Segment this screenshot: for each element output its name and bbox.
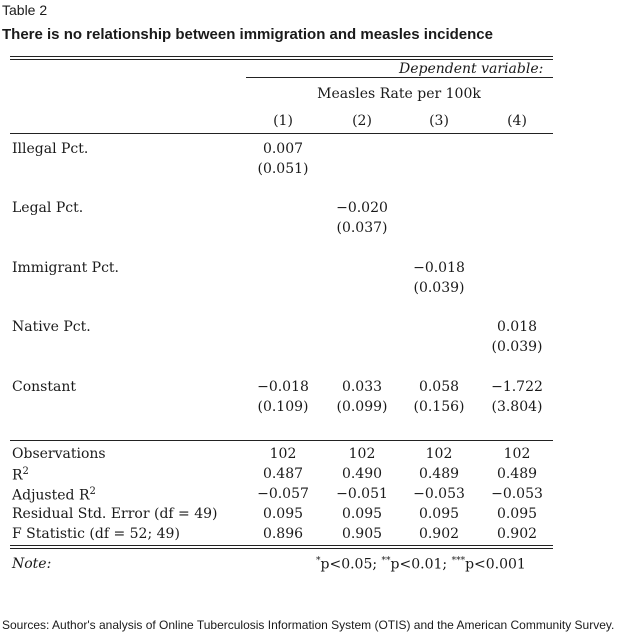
top-rule (10, 56, 553, 57)
stat-value: 0.095 (262, 506, 304, 522)
stats-rule (10, 440, 553, 441)
table-title: There is no relationship between immigration and measles incidence (2, 26, 493, 43)
model-number: (2) (352, 113, 372, 129)
stat-value: 0.095 (418, 506, 460, 522)
stat-value: 102 (348, 446, 376, 462)
source-note: Sources: Author's analysis of Online Tuberculosis Information System (OTIS) and the American Community Survey. (2, 618, 615, 632)
model-number: (3) (429, 113, 449, 129)
std-error-cell: (0.039) (491, 339, 543, 355)
stat-value: 0.902 (418, 526, 460, 542)
top-rule-double (10, 59, 553, 60)
stat-value: −0.051 (336, 486, 388, 502)
std-error-cell: (3.804) (491, 399, 543, 415)
row-label: Immigrant Pct. (12, 260, 119, 276)
stat-value: 0.490 (341, 466, 383, 482)
coefficient-cell: 0.058 (418, 379, 460, 395)
stat-value: −0.053 (491, 486, 543, 502)
dependent-variable-rule (246, 77, 553, 78)
header-rule (10, 133, 553, 134)
stat-value: 102 (503, 446, 531, 462)
note-label: Note: (12, 556, 52, 572)
std-error-cell: (0.051) (257, 161, 309, 177)
coefficient-cell: 0.007 (262, 141, 304, 157)
stat-value: 0.905 (341, 526, 383, 542)
stat-value: 0.095 (496, 506, 538, 522)
stat-value: 102 (425, 446, 453, 462)
std-error-cell: (0.039) (413, 280, 465, 296)
stat-value: 0.487 (262, 466, 304, 482)
stat-value: 0.896 (262, 526, 304, 542)
row-label: Native Pct. (12, 319, 91, 335)
table-label: Table 2 (2, 2, 48, 18)
dependent-variable-label: Dependent variable: (399, 61, 544, 77)
coefficient-cell: 0.018 (496, 319, 538, 335)
coefficient-cell: −0.018 (257, 379, 309, 395)
std-error-cell: (0.037) (336, 220, 388, 236)
coefficient-cell: −0.020 (336, 200, 388, 216)
note-significance: *p<0.05; **p<0.01; ***p<0.001 (316, 556, 526, 573)
row-label: Illegal Pct. (12, 141, 89, 157)
stat-value: 0.489 (496, 466, 538, 482)
stat-value: 0.489 (418, 466, 460, 482)
stat-label: $R^2$ (12, 466, 29, 484)
model-number: (1) (273, 113, 293, 129)
stat-value: 102 (269, 446, 297, 462)
model-number: (4) (507, 113, 527, 129)
stat-value: 0.095 (341, 506, 383, 522)
row-label: Legal Pct. (12, 200, 84, 216)
std-error-cell: (0.109) (257, 399, 309, 415)
row-label: Constant (12, 379, 76, 395)
stat-label: Residual Std. Error (df = 49) (12, 506, 218, 522)
stat-label: Adjusted $R^2$ (12, 486, 96, 504)
stat-label: F Statistic (df = 52; 49) (12, 526, 180, 542)
bottom-rule (10, 545, 553, 546)
std-error-cell: (0.099) (336, 399, 388, 415)
stat-label: Observations (12, 446, 106, 462)
stat-value: −0.057 (257, 486, 309, 502)
stat-value: 0.902 (496, 526, 538, 542)
bottom-rule-double (10, 548, 553, 549)
stat-value: −0.053 (413, 486, 465, 502)
dependent-name: Measles Rate per 100k (317, 86, 481, 102)
coefficient-cell: 0.033 (341, 379, 383, 395)
coefficient-cell: −0.018 (413, 260, 465, 276)
coefficient-cell: −1.722 (491, 379, 543, 395)
std-error-cell: (0.156) (413, 399, 465, 415)
